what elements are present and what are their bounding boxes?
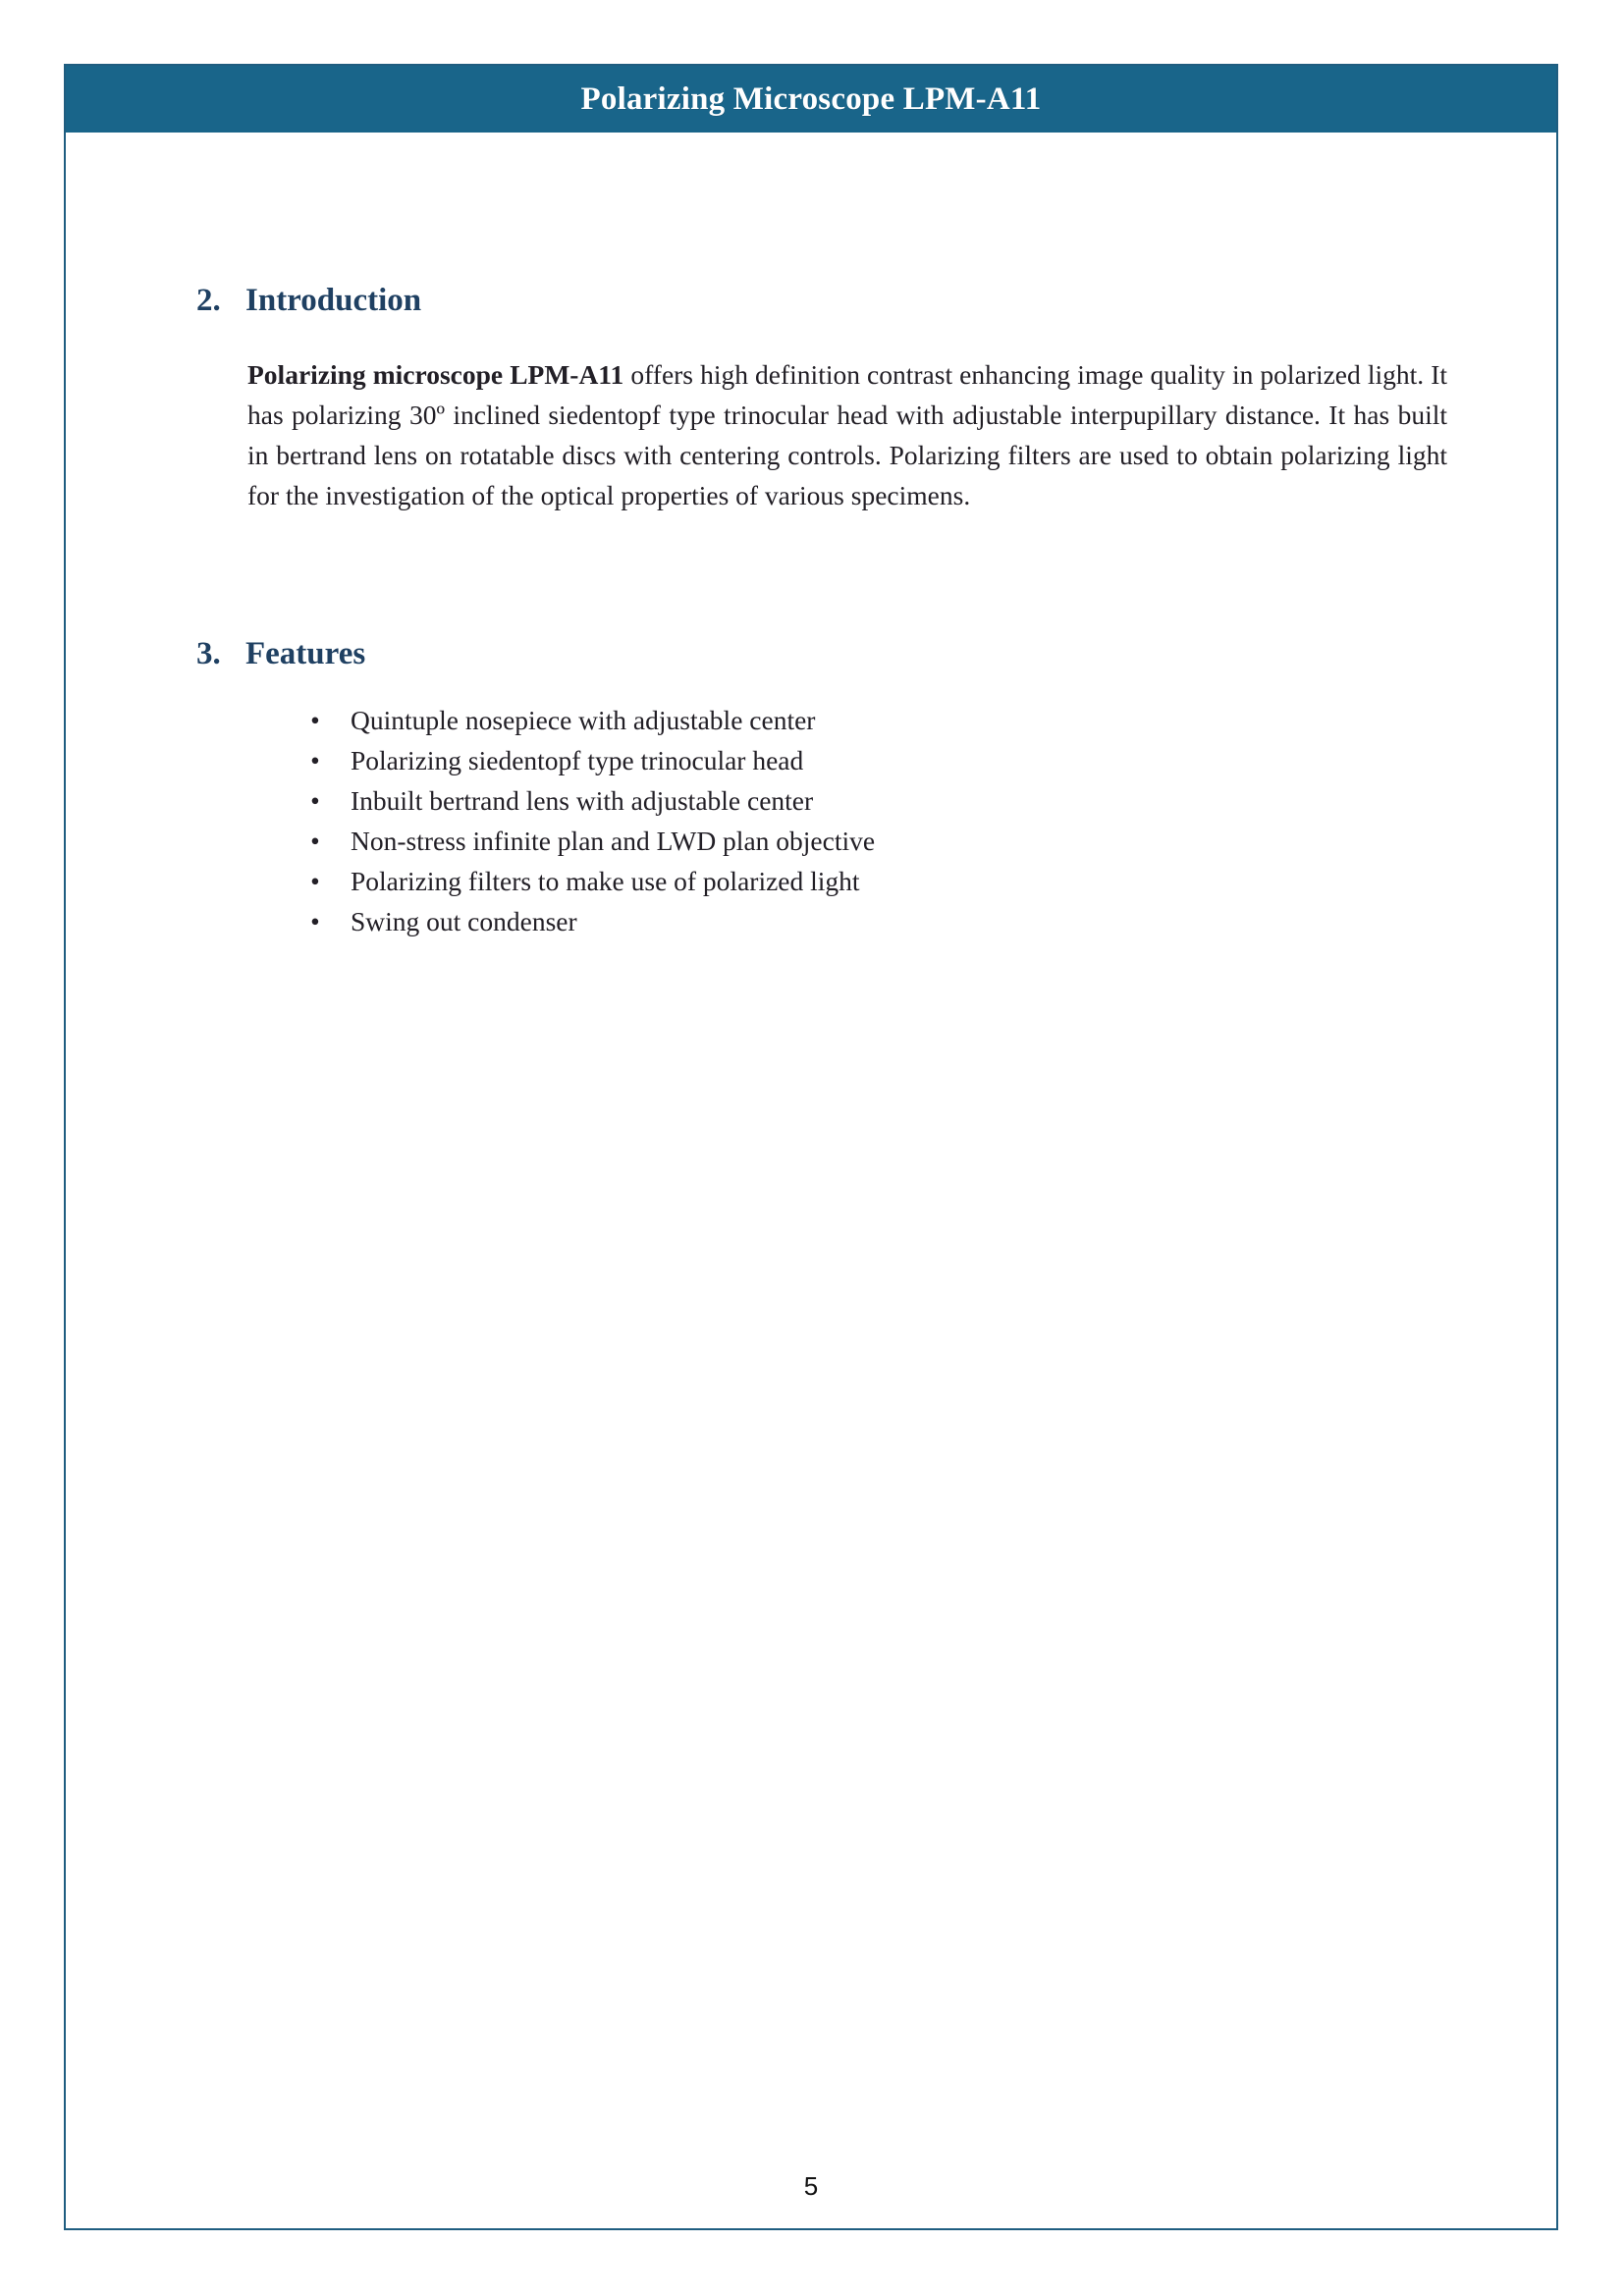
document-title: Polarizing Microscope LPM-A11 <box>580 80 1042 117</box>
list-item <box>247 901 1447 941</box>
list-item-label: Inbuilt bertrand lens with adjustable center <box>351 785 814 816</box>
heading-introduction-number: 2. <box>196 283 221 319</box>
list-item-label: Swing out condenser <box>351 906 577 936</box>
bullet-dot-icon: • <box>310 745 320 775</box>
bullet-dot-icon: • <box>310 705 320 735</box>
heading-introduction-title: Introduction <box>245 283 422 319</box>
list-item-label: Polarizing filters to make use of polarized light <box>351 866 860 896</box>
features-list <box>247 700 1447 941</box>
document-title-banner <box>66 66 1556 133</box>
list-item <box>247 780 1447 821</box>
page-border-frame <box>64 64 1558 2230</box>
list-item <box>247 861 1447 901</box>
heading-features <box>196 636 365 671</box>
list-item-label: Polarizing siedentopf type trinocular head <box>351 745 804 775</box>
list-item-label: Non-stress infinite plan and LWD plan objective <box>351 826 876 856</box>
introduction-paragraph-body: offers high definition contrast enhancing image quality in polarized light. It has polarizing 30º inclined siedentopf type trinocular head with adjustable interpupillary distance. It has built in bertrand lens on rotatable discs with centering controls. Polarizing filters are used to obtain polarizing light for the investigation of the optical properties of various specimens. <box>247 358 1447 510</box>
bullet-dot-icon: • <box>310 826 320 856</box>
heading-features-title: Features <box>245 636 366 672</box>
list-item-label: Quintuple nosepiece with adjustable center <box>351 705 816 735</box>
introduction-paragraph-lead: Polarizing microscope LPM-A11 <box>247 358 624 390</box>
bullet-dot-icon: • <box>310 785 320 816</box>
introduction-paragraph <box>247 354 1447 515</box>
bullet-dot-icon: • <box>310 866 320 896</box>
page-content-area <box>66 133 1556 2228</box>
list-item <box>247 700 1447 740</box>
heading-features-number: 3. <box>196 636 221 672</box>
heading-introduction <box>196 283 421 318</box>
list-item <box>247 740 1447 780</box>
bullet-dot-icon: • <box>310 906 320 936</box>
list-item <box>247 821 1447 861</box>
page-number: 5 <box>803 2171 819 2201</box>
